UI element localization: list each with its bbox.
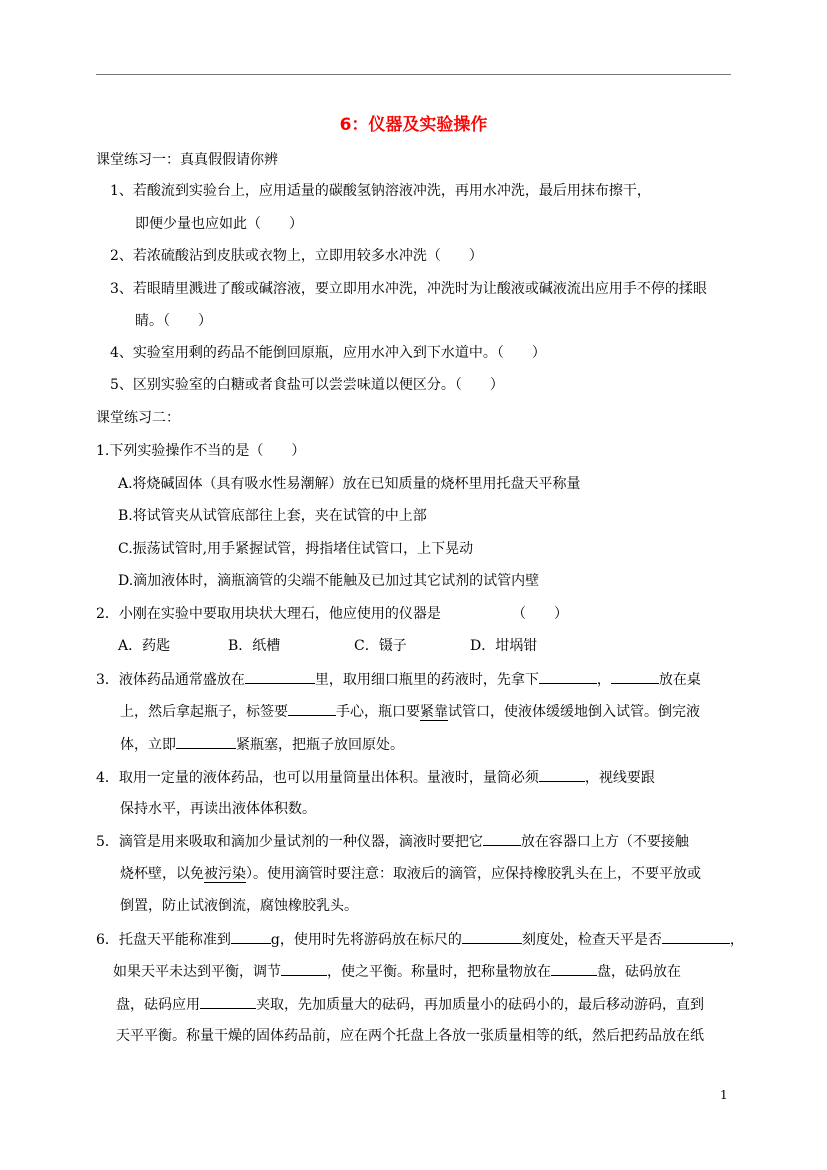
q6-text: 盘，砝码放在 (597, 964, 681, 980)
q3-line3 (120, 734, 404, 755)
page-number: 1 (720, 1088, 728, 1102)
q1-stem: 1.下列实验操作不当的是（ ） (96, 443, 306, 459)
answer-blank[interactable] (231, 929, 271, 944)
q3-text: 紧瓶塞，把瓶子放回原处。 (236, 737, 404, 753)
answer-blank[interactable] (288, 701, 336, 716)
q4-line1 (96, 767, 655, 788)
q5-line2 (120, 864, 701, 884)
q6-line1 (96, 929, 744, 950)
q6-text: 刻度处，检查天平是否 (521, 932, 662, 948)
answer-blank[interactable] (662, 929, 730, 944)
q3-line2 (120, 701, 700, 722)
q2-option-a: A．药匙 (118, 638, 171, 654)
s1-item3-line1: 3、若眼睛里溅进了酸或碱溶液，要立即用水冲洗，冲洗时为让酸液或碱液流出应用手不停的揉眼 (110, 281, 707, 297)
q6-line2 (113, 961, 681, 982)
page-title: 6：仪器及实验操作 (339, 115, 488, 135)
section1-heading: 课堂练习一：真真假假请你辨 (96, 152, 278, 168)
q5-text: 5．滴管是用来吸取和滴加少量试剂的一种仪器，滴液时要把它 (96, 834, 483, 850)
q4-line2: 保持水平，再读出液体体积数。 (120, 801, 316, 817)
answer-blank[interactable] (551, 961, 597, 976)
q5-line3: 倒置，防止试液倒流，腐蚀橡胶乳头。 (120, 898, 358, 914)
answer-blank[interactable] (176, 734, 236, 749)
q1-option-b: B.将试管夹从试管底部往上套，夹在试管的中上部 (118, 508, 427, 524)
section2-heading: 课堂练习二： (96, 410, 180, 426)
q3-text: 放在桌 (658, 672, 701, 688)
q6-text: ，使之平衡。称量时，把称量物放在 (327, 964, 551, 980)
q2-option-c: C．镊子 (354, 638, 407, 654)
q3-text: 3．液体药品通常盛放在 (96, 672, 245, 688)
answer-blank[interactable] (281, 961, 327, 976)
q6-line3 (116, 994, 704, 1015)
q6-text: 夹取，先加质量大的砝码，再加质量小的砝码小的，最后移动游码，直到 (256, 997, 704, 1013)
q5-text: ）。使用滴管时要注意：取液后的滴管，应保持橡胶乳头在上，不要平放或 (246, 866, 701, 882)
q5-text: 放在容器口上方（不要接触 (520, 834, 689, 850)
q3-underlined-text: 紧靠 (420, 704, 448, 720)
answer-blank[interactable] (462, 929, 522, 944)
q3-text: 里，取用细口瓶里的药液时，先拿下 (314, 672, 539, 688)
q3-text: 上，然后拿起瓶子，标签要 (120, 704, 288, 720)
q3-text: 试管口，使液体缓缓地倒入试管。倒完液 (448, 704, 700, 720)
q1-option-c: C.振荡试管时,用手紧握试管，拇指堵住试管口，上下晃动 (118, 541, 474, 557)
s1-item4: 4、实验室用剩的药品不能倒回原瓶，应用水冲入到下水道中。（ ） (110, 345, 546, 361)
q1-option-d: D.滴加液体时，滴瓶滴管的尖端不能触及已加过其它试剂的试管内壁 (118, 573, 540, 589)
q2-option-d: D．坩埚钳 (470, 638, 538, 654)
s1-item3-line2: 睛。（ ） (135, 313, 212, 329)
q6-text: 如果天平未达到平衡，调节 (113, 964, 281, 980)
q2-stem: 2．小刚在实验中要取用块状大理石，他应使用的仪器是 (96, 606, 441, 622)
answer-blank[interactable] (483, 831, 521, 846)
s1-item1-line2: 即便少量也应如此（ ） (135, 216, 303, 232)
s1-item2: 2、若浓硫酸沾到皮肤或衣物上，立即用较多水冲洗（ ） (110, 248, 483, 264)
q6-line4: 天平平衡。称量干燥的固体药品前，应在两个托盘上各放一张质量相等的纸，然后把药品放在纸 (116, 1028, 704, 1044)
q2-answer-paren: （ ） (512, 606, 568, 622)
answer-blank[interactable] (611, 669, 659, 684)
q3-text: ， (596, 672, 611, 688)
s1-item5: 5、区别实验室的白糖或者食盐可以尝尝味道以便区分。（ ） (110, 377, 504, 393)
header-rule (96, 74, 731, 75)
q3-text: 体，立即 (120, 737, 176, 753)
q1-option-a: A.将烧碱固体（具有吸水性易潮解）放在已知质量的烧杯里用托盘天平称量 (118, 476, 581, 492)
answer-blank[interactable] (200, 994, 256, 1009)
answer-blank[interactable] (245, 669, 315, 684)
q4-text: 4．取用一定量的液体药品，也可以用量筒量出体积。量液时，量筒必须 (96, 770, 539, 786)
q5-underlined-text: 被污染 (204, 866, 246, 882)
q5-text: 烧杯壁，以免 (120, 866, 204, 882)
q6-text: 盘，砝码应用 (116, 997, 200, 1013)
q6-text: 6．托盘天平能称准到 (96, 932, 231, 948)
q3-line1 (96, 669, 701, 690)
q2-option-b: B．纸槽 (228, 638, 281, 654)
answer-blank[interactable] (539, 767, 585, 782)
q6-text: ， (729, 932, 744, 948)
q5-line1 (96, 831, 689, 852)
answer-blank[interactable] (539, 669, 597, 684)
q4-text: ，视线要跟 (584, 770, 655, 786)
s1-item1-line1: 1、若酸流到实验台上，应用适量的碳酸氢钠溶液冲洗，再用水冲洗，最后用抹布擦干， (110, 183, 651, 199)
q6-text: g，使用时先将游码放在标尺的 (270, 932, 462, 948)
q3-text: 手心，瓶口要 (336, 704, 420, 720)
